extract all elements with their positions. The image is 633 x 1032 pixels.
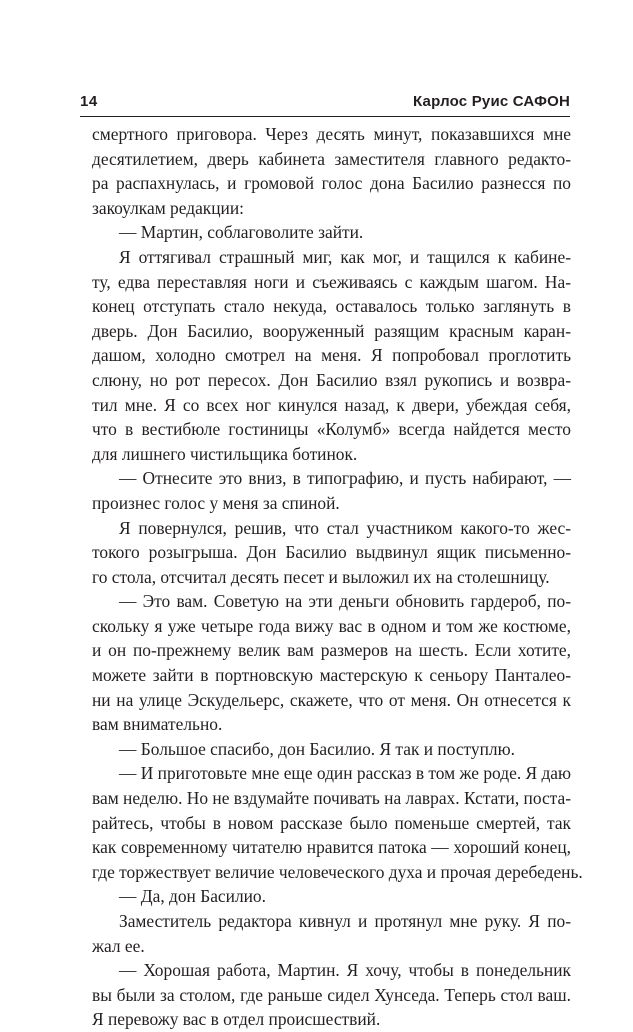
text-line: для лишнего чистильщика ботинок. [92, 443, 358, 464]
text-line: — Это вам. Советую на эти деньги обновить гардероб, по- [119, 591, 571, 612]
text-line: токого розыгрыша. Дон Басилио выдвинул ящик письменно- [92, 542, 571, 563]
text-line: вам неделю. Но не вздумайте почивать на лаврах. Кстати, поста- [92, 788, 571, 809]
text-line: ра распахнулась, и громовой голос дона Басилио разнесся по [92, 173, 571, 194]
text-line: где торжествует величие человеческого духа и прочая деребедень. [92, 861, 583, 882]
header-divider [80, 116, 570, 117]
text-line: — Хорошая работа, Мартин. Я хочу, чтобы в понедельник [119, 960, 571, 981]
text-line: как современному читателю нравится патока — хороший конец, [92, 837, 571, 858]
text-line: что в вестибюле гостиницы «Колумб» всегда найдется место [92, 419, 571, 440]
text-line: десятилетием, дверь кабинета заместителя главного редакто- [92, 148, 571, 169]
text-line: — Да, дон Басилио. [119, 886, 266, 907]
text-line: тил мне. Я со всех ног кинулся назад, к двери, убеждая себя, [92, 394, 571, 415]
text-line: го стола, отсчитал десять песет и выложил их на столешницу. [92, 566, 550, 587]
page-number: 14 [80, 93, 98, 110]
body-text [92, 122, 583, 1032]
text-line: скольку я уже четыре года вижу вас в одном и том же костюме, [92, 615, 571, 636]
text-line: Заместитель редактора кивнул и протянул мне руку. Я по- [119, 911, 571, 931]
text-line: Я перевожу вас в отдел происшествий. [92, 1009, 381, 1030]
text-line: смертного приговора. Через десять минут, показавшихся мне [92, 124, 571, 144]
text-line: ни на улице Эскудельерс, скажете, что от меня. Он отнесется к [92, 689, 571, 710]
text-line: Я оттягивал страшный миг, как мог, и тащился к кабине- [119, 246, 571, 267]
text-line: Я повернулся, решив, что стал участником какого-то жес- [119, 517, 571, 538]
text-line: слюну, но рот пересох. Дон Басилио взял рукопись и возвра- [92, 369, 571, 390]
author-title-header: Карлос Руис САФОН [413, 93, 570, 110]
text-line: можете зайти в портновскую мастерскую к сеньору Панталео- [92, 665, 571, 686]
text-line: вам внимательно. [92, 714, 223, 735]
text-line: и он по-прежнему велик вам размеров на шесть. Если хотите, [92, 640, 571, 661]
text-line: райтесь, чтобы в новом рассказе было поменьше смертей, так [92, 812, 571, 833]
text-line: ту, едва переставляя ноги и съеживаясь с каждым шагом. На- [92, 271, 571, 292]
text-line: — Отнесите это вниз, в типографию, и пусть набирают, — [119, 468, 571, 489]
text-line: — И приготовьте мне еще один рассказ в том же роде. Я даю [119, 763, 572, 784]
text-line: жал ее. [92, 935, 145, 956]
running-header [80, 91, 570, 113]
text-line: закоулкам редакции: [92, 197, 245, 218]
text-line: произнес голос у меня за спиной. [92, 492, 340, 513]
text-line: — Мартин, соблаговолите зайти. [119, 222, 364, 243]
text-line: — Большое спасибо, дон Басилио. Я так и поступлю. [119, 738, 515, 759]
text-line: дашом, холодно смотрел на меня. Я попробовал проглотить [92, 345, 571, 366]
text-line: конец отступать стало некуда, оставалось только заглянуть в [92, 296, 571, 317]
text-line: вы были за столом, где раньше сидел Хунседа. Теперь стол ваш. [92, 984, 571, 1005]
text-line: дверь. Дон Басилио, вооруженный разящим красным каран- [92, 320, 571, 341]
